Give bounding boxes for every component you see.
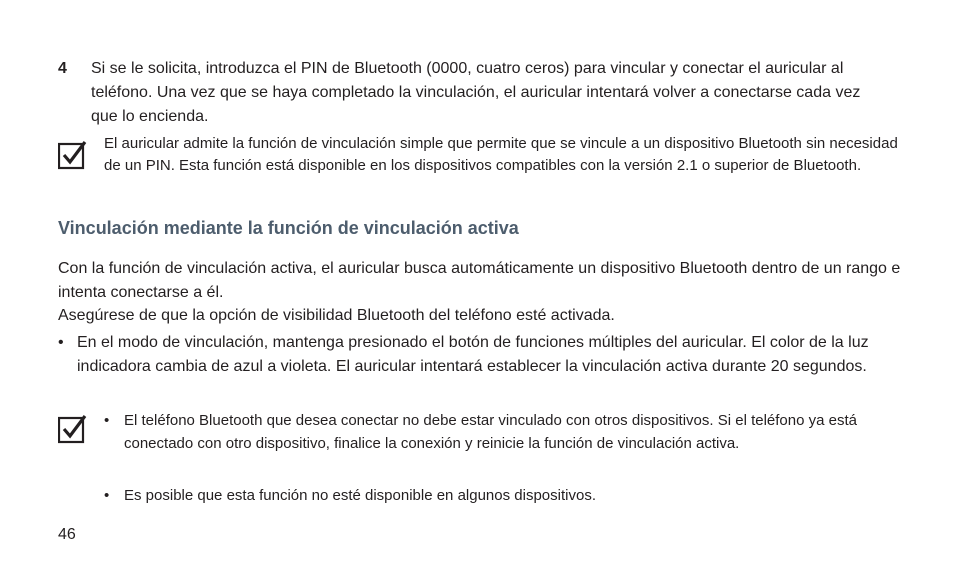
bullet-text: El teléfono Bluetooth que desea conectar no debe estar vinculado con otros dispositivos. Si el teléfono ya está conectado con otro dispositivo, finalice la conexión y reinicie la función de vinculación activa. [124, 412, 857, 452]
checkbox-check-icon [58, 414, 88, 444]
bullet-icon: • [104, 412, 110, 429]
page-number: 46 [58, 526, 76, 543]
note-text: El auricular admite la función de vinculación simple que permite que se vincule a un dispositivo Bluetooth sin necesidad de un PIN. Esta función está disponible en los dispositivos compatibles con la versión 2.1 o superior de Bluetooth. [104, 135, 898, 174]
bullet-text: Es posible que esta función no esté disponible en algunos dispositivos. [124, 487, 596, 504]
bullet-icon: • [104, 487, 110, 504]
section-heading: Vinculación mediante la función de vinculación activa [58, 218, 519, 238]
checkbox-check-icon [58, 140, 88, 170]
bullet-icon: • [58, 334, 64, 351]
paragraph: Con la función de vinculación activa, el auricular busca automáticamente un dispositivo Bluetooth dentro de un rango e intenta conectarse a él. [58, 260, 901, 301]
step-number: 4 [58, 60, 67, 77]
step-text: Si se le solicita, introduzca el PIN de Bluetooth (0000, cuatro ceros) para vincular y conectar el auricular al teléfono. Una vez que se haya completado la vinculación, el auricular intentará volver a conectarse cada vez que lo encienda. [91, 60, 861, 125]
paragraph: Asegúrese de que la opción de visibilidad Bluetooth del teléfono esté activada. [58, 307, 615, 324]
bullet-text: En el modo de vinculación, mantenga presionado el botón de funciones múltiples del auricular. El color de la luz indicadora cambia de azul a violeta. El auricular intentará establecer la vinculación activa durante 20 segundos. [77, 334, 869, 375]
